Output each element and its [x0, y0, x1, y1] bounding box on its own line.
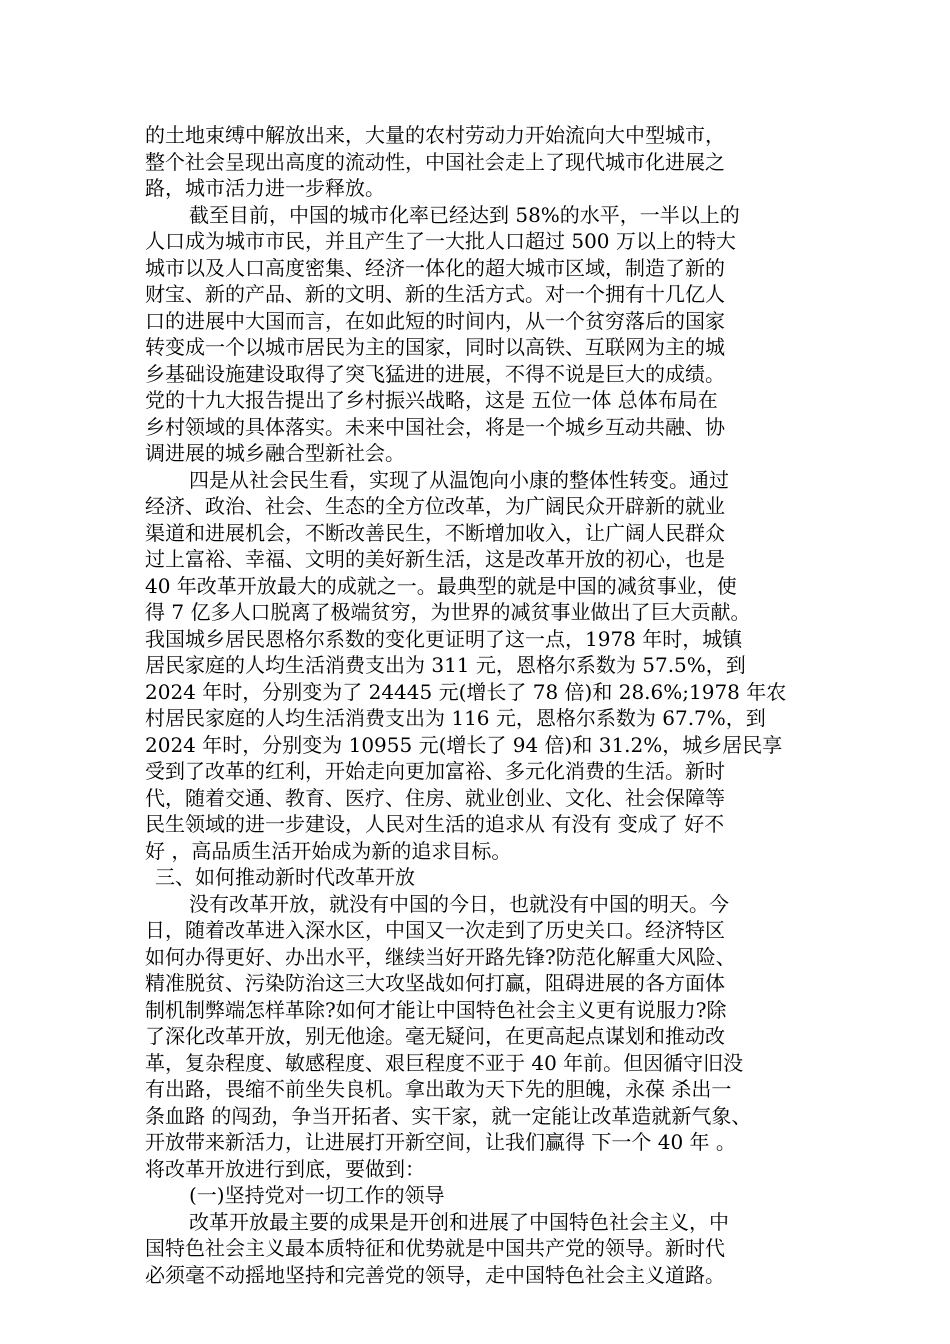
text-line: 渠道和进展机会，不断改善民生，不断增加收入，让广阔人民群众 — [145, 520, 725, 545]
document-body — [145, 122, 810, 1288]
text-line: 制机制弊端怎样革除?如何才能让中国特色社会主义更有说服力?除 — [145, 997, 727, 1022]
text-line: 路，城市活力进一步释放。 — [145, 176, 385, 200]
text-line: 过上富裕、幸福、文明的美好新生活，这是改革开放的初心，也是 — [145, 547, 725, 571]
text-line: 四是从社会民生看，实现了从温饱向小康的整体性转变。通过 — [189, 467, 729, 492]
text-line: 将改革开放进行到底，要做到： — [145, 1156, 425, 1181]
text-line: 代，随着交通、教育、医疗、住房、就业创业、文化、社会保障等 — [145, 785, 725, 810]
text-line: 开放带来新活力，让进展打开新空间，让我们赢得 下一个 40 年 。 — [145, 1130, 736, 1154]
text-line: 了深化改革开放，别无他途。毫无疑问，在更高起点谋划和推动改 — [145, 1024, 725, 1048]
text-line: 调进展的城乡融合型新社会。 — [145, 441, 405, 465]
text-line: 改革开放最主要的成果是开创和进展了中国特色社会主义，中 — [189, 1209, 729, 1234]
text-line: 好 ，高品质生活开始成为新的追求目标。 — [145, 838, 512, 863]
text-line: 必须毫不动摇地坚持和完善党的领导，走中国特色社会主义道路。 — [145, 1262, 725, 1287]
text-line: 40 年改革开放最大的成就之一。最典型的就是中国的减贫事业，使 — [145, 573, 737, 598]
text-line: 居民家庭的人均生活消费支出为 311 元，恩格尔系数为 57.5%，到 — [145, 653, 746, 677]
text-line: 民生领域的进一步建设，人民对生活的追求从 有没有 变成了 好不 — [145, 812, 725, 836]
text-line: 国特色社会主义最本质特征和优势就是中国共产党的领导。新时代 — [145, 1236, 725, 1260]
text-line: 2024 年时，分别变为了 24445 元(增长了 78 倍)和 28.6%;1978 年农 — [145, 679, 787, 704]
text-line: 村居民家庭的人均生活消费支出为 116 元，恩格尔系数为 67.7%，到 — [145, 706, 766, 730]
text-line: 如何办得更好、办出水平，继续当好开路先锋?防范化解重大风险、 — [145, 944, 736, 969]
text-line: 整个社会呈现出高度的流动性，中国社会走上了现代城市化进展之 — [145, 149, 725, 174]
text-line: 乡村领域的具体落实。未来中国社会，将是一个城乡互动共融、协 — [145, 414, 725, 439]
text-line: 人口成为城市市民，并且产生了一大批人口超过 500 万以上的特大 — [145, 229, 736, 253]
text-line: 得 7 亿多人口脱离了极端贫穷，为世界的减贫事业做出了巨大贡献。 — [145, 600, 751, 624]
text-line: 党的十九大报告提出了乡村振兴战略，这是 五位一体 总体布局在 — [145, 388, 718, 412]
text-line: 转变成一个以城市居民为主的国家，同时以高铁、互联网为主的城 — [145, 335, 725, 359]
text-line: 乡基础设施建设取得了突飞猛进的进展，不得不说是巨大的成绩。 — [145, 361, 725, 386]
text-line: 城市以及人口高度密集、经济一体化的超大城市区域，制造了新的 — [145, 255, 725, 280]
text-line: 经济、政治、社会、生态的全方位改革，为广阔民众开辟新的就业 — [145, 494, 725, 518]
text-line: 有出路，畏缩不前坐失良机。拿出敢为天下先的胆魄，永葆 杀出一 — [145, 1077, 732, 1101]
text-line: 日，随着改革进入深水区，中国又一次走到了历史关口。经济特区 — [145, 918, 725, 942]
text-line: 受到了改革的红利，开始走向更加富裕、多元化消费的生活。新时 — [145, 759, 725, 783]
text-line: 口的进展中大国而言，在如此短的时间内，从一个贫穷落后的国家 — [145, 308, 725, 333]
text-line: 条血路 的闯劲，争当开拓者、实干家，就一定能让改革造就新气象、 — [145, 1103, 752, 1128]
text-line: 我国城乡居民恩格尔系数的变化更证明了这一点，1978 年时，城镇 — [145, 626, 743, 651]
text-line: (一)坚持党对一切工作的领导 — [189, 1183, 445, 1207]
text-line: 革，复杂程度、敏感程度、艰巨程度不亚于 40 年前。但因循守旧没 — [145, 1050, 744, 1075]
text-line: 的土地束缚中解放出来，大量的农村劳动力开始流向大中型城市， — [145, 123, 725, 147]
text-line: 没有改革开放，就没有中国的今日，也就没有中国的明天。今 — [189, 891, 729, 916]
text-line: 财宝、新的产品、新的文明、新的生活方式。对一个拥有十几亿人 — [145, 282, 725, 306]
text-line: 截至目前，中国的城市化率已经达到 58%的水平，一半以上的 — [189, 202, 740, 227]
text-line: 精准脱贫、污染防治这三大攻坚战如何打赢，阻碍进展的各方面体 — [145, 971, 725, 995]
section-heading-line: 三、如何推动新时代改革开放 — [155, 865, 415, 889]
text-line: 2024 年时，分别变为 10955 元(增长了 94 倍)和 31.2%，城乡居民享 — [145, 732, 783, 757]
